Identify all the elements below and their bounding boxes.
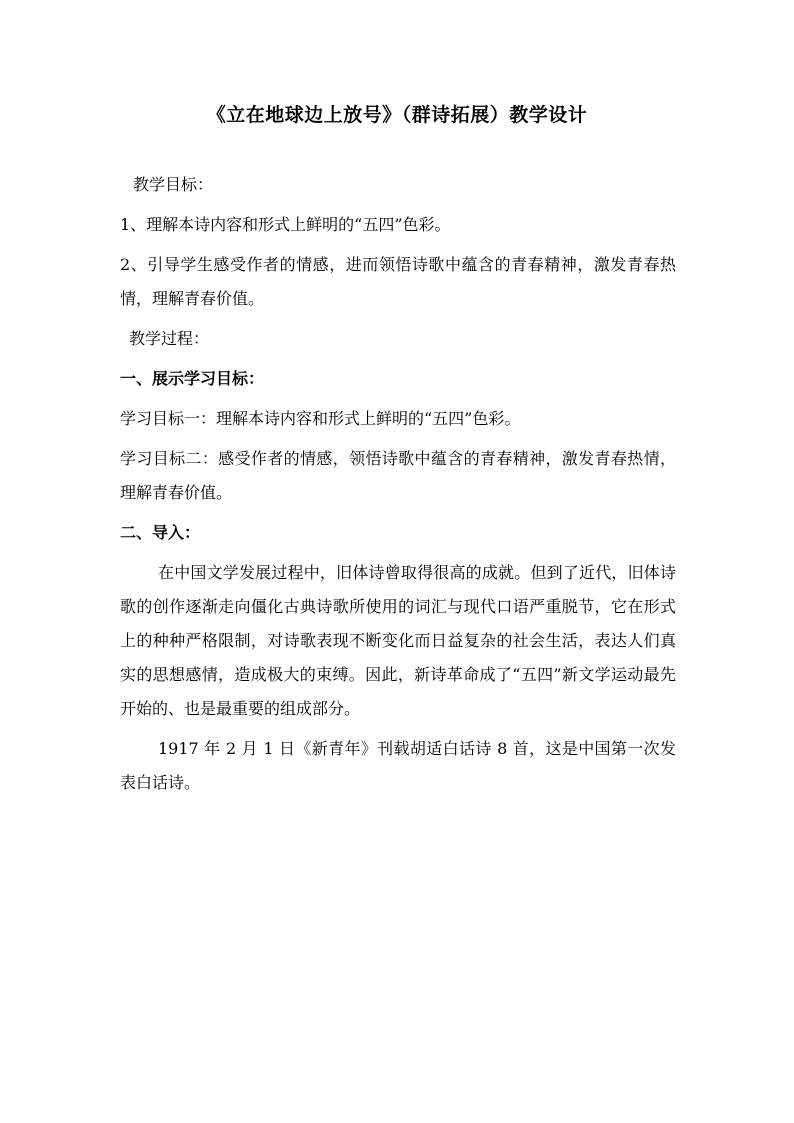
learning-goal-2: 学习目标二：感受作者的情感，领悟诗歌中蕴含的青春精神，激发青春热情，理解青春价值。: [120, 449, 676, 502]
objective-1: 1、理解本诗内容和形式上鲜明的“五四”色彩。: [120, 215, 451, 234]
document-body: [120, 168, 676, 800]
intro-paragraph-2: 1917 年 2 月 1 日《新青年》刊载胡适白话诗 8 首，这是中国第一次发表白话诗。: [120, 739, 676, 792]
section-1-heading: 一、展示学习目标：: [120, 369, 265, 388]
objective-2: 2、引导学生感受作者的情感，进而领悟诗歌中蕴含的青春精神，激发青春热情，理解青春价值。: [120, 255, 676, 308]
section-2-heading: 二、导入：: [120, 523, 201, 542]
objectives-heading: 教学目标：: [133, 175, 214, 194]
intro-paragraph-1: 在中国文学发展过程中，旧体诗曾取得很高的成就。但到了近代，旧体诗歌的创作逐渐走向僵化古典诗歌所使用的词汇与现代口语严重脱节，它在形式上的种种严格限制，对诗歌表现不断变化而日益复杂的社会生活，表达人们真实的思想感情，造成极大的束缚。因此，新诗革命成了“五四”新文学运动最先开始的、也是最重要的组成部分。: [120, 563, 676, 718]
document-title: 《立在地球边上放号》（群诗拓展）教学设计: [206, 104, 588, 126]
learning-goal-1: 学习目标一：理解本诗内容和形式上鲜明的“五四”色彩。: [120, 409, 521, 428]
process-heading: 教学过程：: [129, 329, 210, 348]
